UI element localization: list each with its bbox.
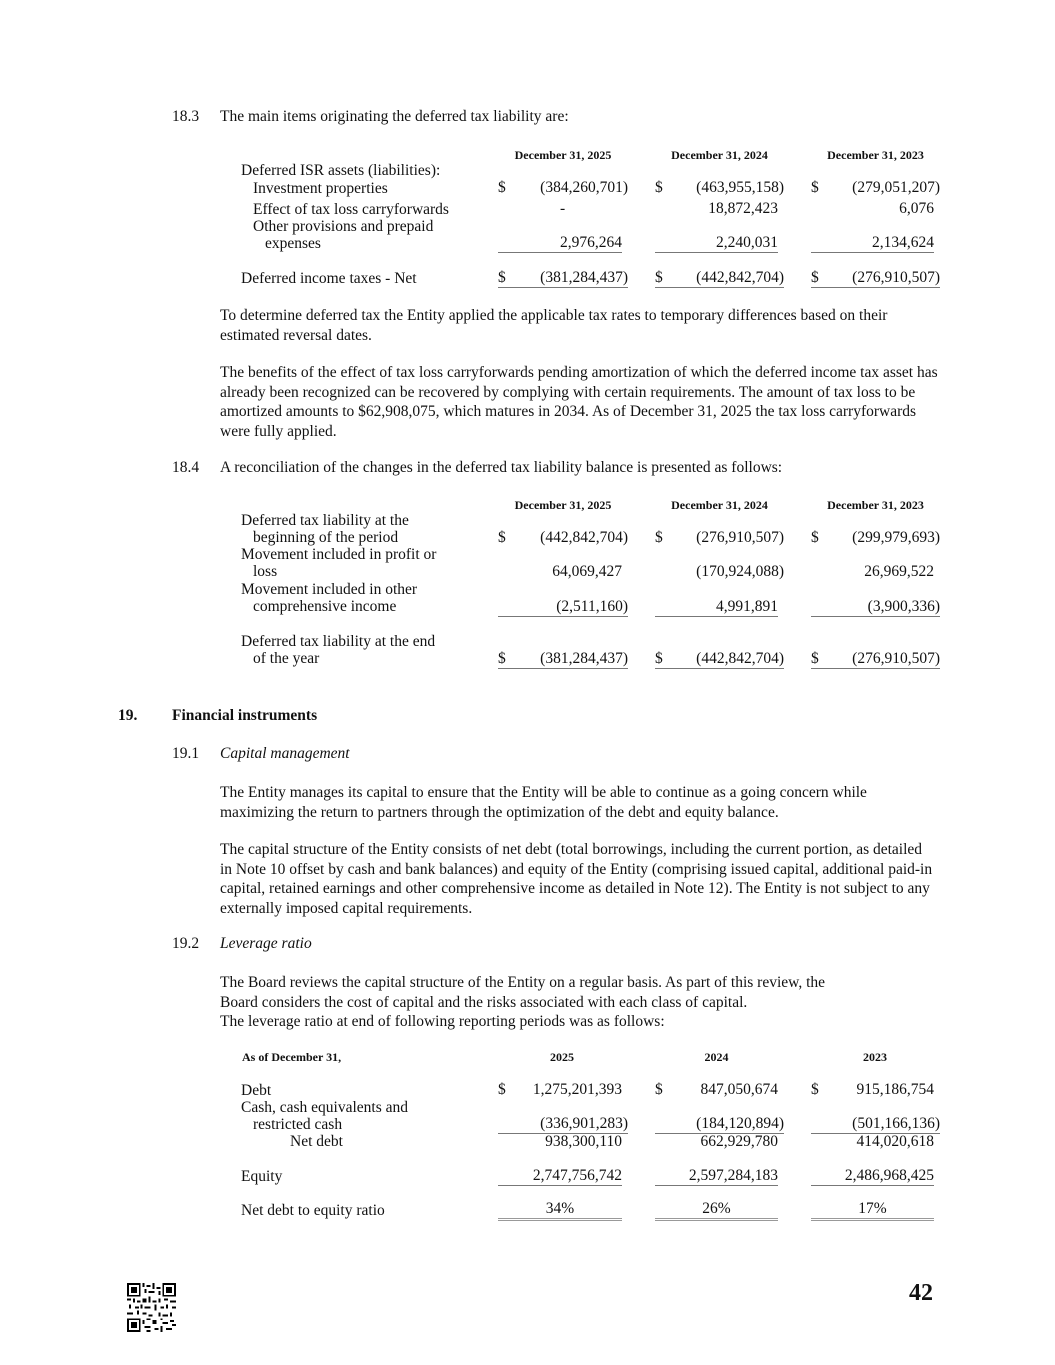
- column-header: December 31, 2023: [827, 148, 924, 162]
- paragraph: The capital structure of the Entity consists of net debt (total borrowings, including the current portion, as detailed in Note 10 offset by cash and bank balances) and equity of the Entity (comprising issued capital, additional paid-in capital, retained earnings and other comprehensive income as detailed in Note 12). The Entity is not subject to any externally imposed capital requirements.: [220, 841, 933, 917]
- section-intro: The main items originating the deferred tax liability are:: [220, 108, 569, 125]
- row-label: Other provisions and prepaid: [253, 218, 434, 235]
- subsection-number: 19.1: [172, 745, 200, 762]
- cell-value: 938,300,110: [545, 1133, 622, 1150]
- currency-symbol: $: [498, 650, 506, 667]
- paragraph-line: Board considers the cost of capital and the risks associated with each class of capital.: [220, 993, 748, 1011]
- cell-value: (381,284,437): [540, 650, 628, 667]
- cell-value: (501,166,136): [852, 1115, 940, 1132]
- cell-value: (442,842,704): [540, 529, 628, 546]
- section-number: 18.4: [172, 459, 200, 476]
- group-label: Deferred ISR assets (liabilities):: [241, 162, 441, 179]
- cell-value: (276,910,507): [852, 269, 940, 286]
- currency-symbol: $: [498, 269, 506, 286]
- row-label: of the year: [253, 650, 320, 667]
- cell-value: (184,120,894): [696, 1115, 784, 1132]
- row-label: Equity: [241, 1168, 283, 1185]
- row-label: Net debt: [290, 1133, 343, 1150]
- currency-symbol: $: [498, 179, 506, 196]
- cell-value: (279,051,207): [852, 179, 940, 196]
- row-label: Movement included in profit or: [241, 546, 437, 563]
- cell-value: (299,979,693): [852, 529, 940, 546]
- cell-value: 2,976,264: [560, 234, 622, 251]
- cell-value: 2,597,284,183: [688, 1167, 778, 1184]
- row-label: Net debt to equity ratio: [241, 1202, 385, 1219]
- cell-value: 1,275,201,393: [532, 1081, 622, 1098]
- currency-symbol: $: [811, 529, 819, 546]
- cell-value: 2,747,756,742: [532, 1167, 622, 1184]
- cell-value: 915,186,754: [856, 1081, 934, 1098]
- currency-symbol: $: [655, 1081, 663, 1098]
- row-label: restricted cash: [253, 1116, 343, 1133]
- cell-value: (442,842,704): [696, 269, 784, 286]
- column-header: December 31, 2023: [827, 498, 924, 512]
- column-header: December 31, 2024: [671, 148, 768, 162]
- column-header: December 31, 2024: [671, 498, 768, 512]
- section-title: Financial instruments: [172, 707, 318, 724]
- cell-value: (381,284,437): [540, 269, 628, 286]
- column-header: 2024: [704, 1050, 729, 1064]
- currency-symbol: $: [811, 1081, 819, 1098]
- row-label: Deferred tax liability at the end: [241, 633, 436, 650]
- cell-value: (463,955,158): [696, 179, 784, 196]
- paragraph: The benefits of the effect of tax loss carryforwards pending amortization of which the deferred income tax asset has already been recognized can be recovered by complying with certain requirements. The amount of tax loss to be amortized amounts to $62,908,075, which matures in 2034. As of December 31, 2025 the tax loss carryforwards were fully applied.: [220, 364, 938, 440]
- cell-value: (170,924,088): [696, 563, 784, 580]
- currency-symbol: $: [811, 650, 819, 667]
- cell-value: 2,134,624: [872, 234, 934, 251]
- cell-value: (442,842,704): [696, 650, 784, 667]
- column-header: December 31, 2025: [514, 148, 612, 162]
- table-header-label: As of December 31,: [242, 1050, 342, 1064]
- cell-value: 26,969,522: [864, 563, 934, 580]
- column-header: 2023: [863, 1050, 887, 1064]
- row-label: Movement included in other: [241, 581, 418, 598]
- paragraph: [220, 973, 960, 1032]
- cell-value: (3,900,336): [867, 598, 940, 615]
- currency-symbol: $: [498, 529, 506, 546]
- currency-symbol: $: [655, 529, 663, 546]
- cell-value: 2,486,968,425: [844, 1167, 934, 1184]
- cell-value: -: [560, 200, 566, 217]
- row-label: comprehensive income: [253, 598, 397, 615]
- row-label: Deferred tax liability at the: [241, 512, 409, 529]
- cell-value: (2,511,160): [556, 598, 628, 615]
- currency-symbol: $: [655, 179, 663, 196]
- paragraph: The Entity manages its capital to ensure that the Entity will be able to continue as a going concern while maximizing the return to partners through the optimization of the debt and equity balance.: [220, 784, 867, 821]
- cell-value: 18,872,423: [708, 200, 778, 217]
- currency-symbol: $: [498, 1081, 506, 1098]
- cell-value: (276,910,507): [696, 529, 784, 546]
- cell-value: 2,240,031: [716, 234, 778, 251]
- currency-symbol: $: [811, 269, 819, 286]
- cell-value: 847,050,674: [700, 1081, 778, 1098]
- currency-symbol: $: [655, 269, 663, 286]
- cell-value: 26%: [702, 1200, 731, 1217]
- subsection-number: 19.2: [172, 935, 200, 952]
- currency-symbol: $: [655, 650, 663, 667]
- cell-value: 64,069,427: [552, 563, 622, 580]
- column-header: December 31, 2025: [514, 498, 612, 512]
- row-label: Investment properties: [253, 180, 388, 197]
- cell-value: 17%: [858, 1200, 887, 1217]
- cell-value: (336,901,283): [540, 1115, 628, 1132]
- page-number: 42: [909, 1280, 933, 1306]
- cell-value: 6,076: [899, 200, 934, 217]
- row-label: expenses: [265, 235, 321, 252]
- section-intro: A reconciliation of the changes in the deferred tax liability balance is presented as follows:: [220, 459, 783, 476]
- paragraph-line: The Board reviews the capital structure of the Entity on a regular basis. As part of this review, the: [220, 974, 826, 991]
- column-header: 2025: [550, 1050, 574, 1064]
- row-label: loss: [253, 563, 278, 580]
- cell-value: (384,260,701): [540, 179, 628, 196]
- cell-value: (276,910,507): [852, 650, 940, 667]
- subsection-title: Leverage ratio: [220, 935, 312, 952]
- row-label: beginning of the period: [253, 529, 399, 546]
- cell-value: 34%: [545, 1200, 575, 1217]
- section-number: 19.: [118, 707, 138, 724]
- row-label: Cash, cash equivalents and: [241, 1099, 409, 1116]
- currency-symbol: $: [811, 179, 819, 196]
- row-label: Deferred income taxes - Net: [241, 270, 417, 287]
- section-number: 18.3: [172, 108, 200, 125]
- paragraph-line: The leverage ratio at end of following reporting periods was as follows:: [220, 1013, 665, 1030]
- cell-value: 414,020,618: [856, 1133, 934, 1150]
- row-label: Debt: [241, 1082, 272, 1099]
- qr-code-icon: [127, 1283, 176, 1332]
- subsection-title: Capital management: [220, 745, 350, 762]
- cell-value: 662,929,780: [700, 1133, 778, 1150]
- row-label: Effect of tax loss carryforwards: [253, 201, 449, 218]
- paragraph: To determine deferred tax the Entity applied the applicable tax rates to temporary differences based on their estimated reversal dates.: [220, 307, 888, 344]
- cell-value: 4,991,891: [716, 598, 778, 615]
